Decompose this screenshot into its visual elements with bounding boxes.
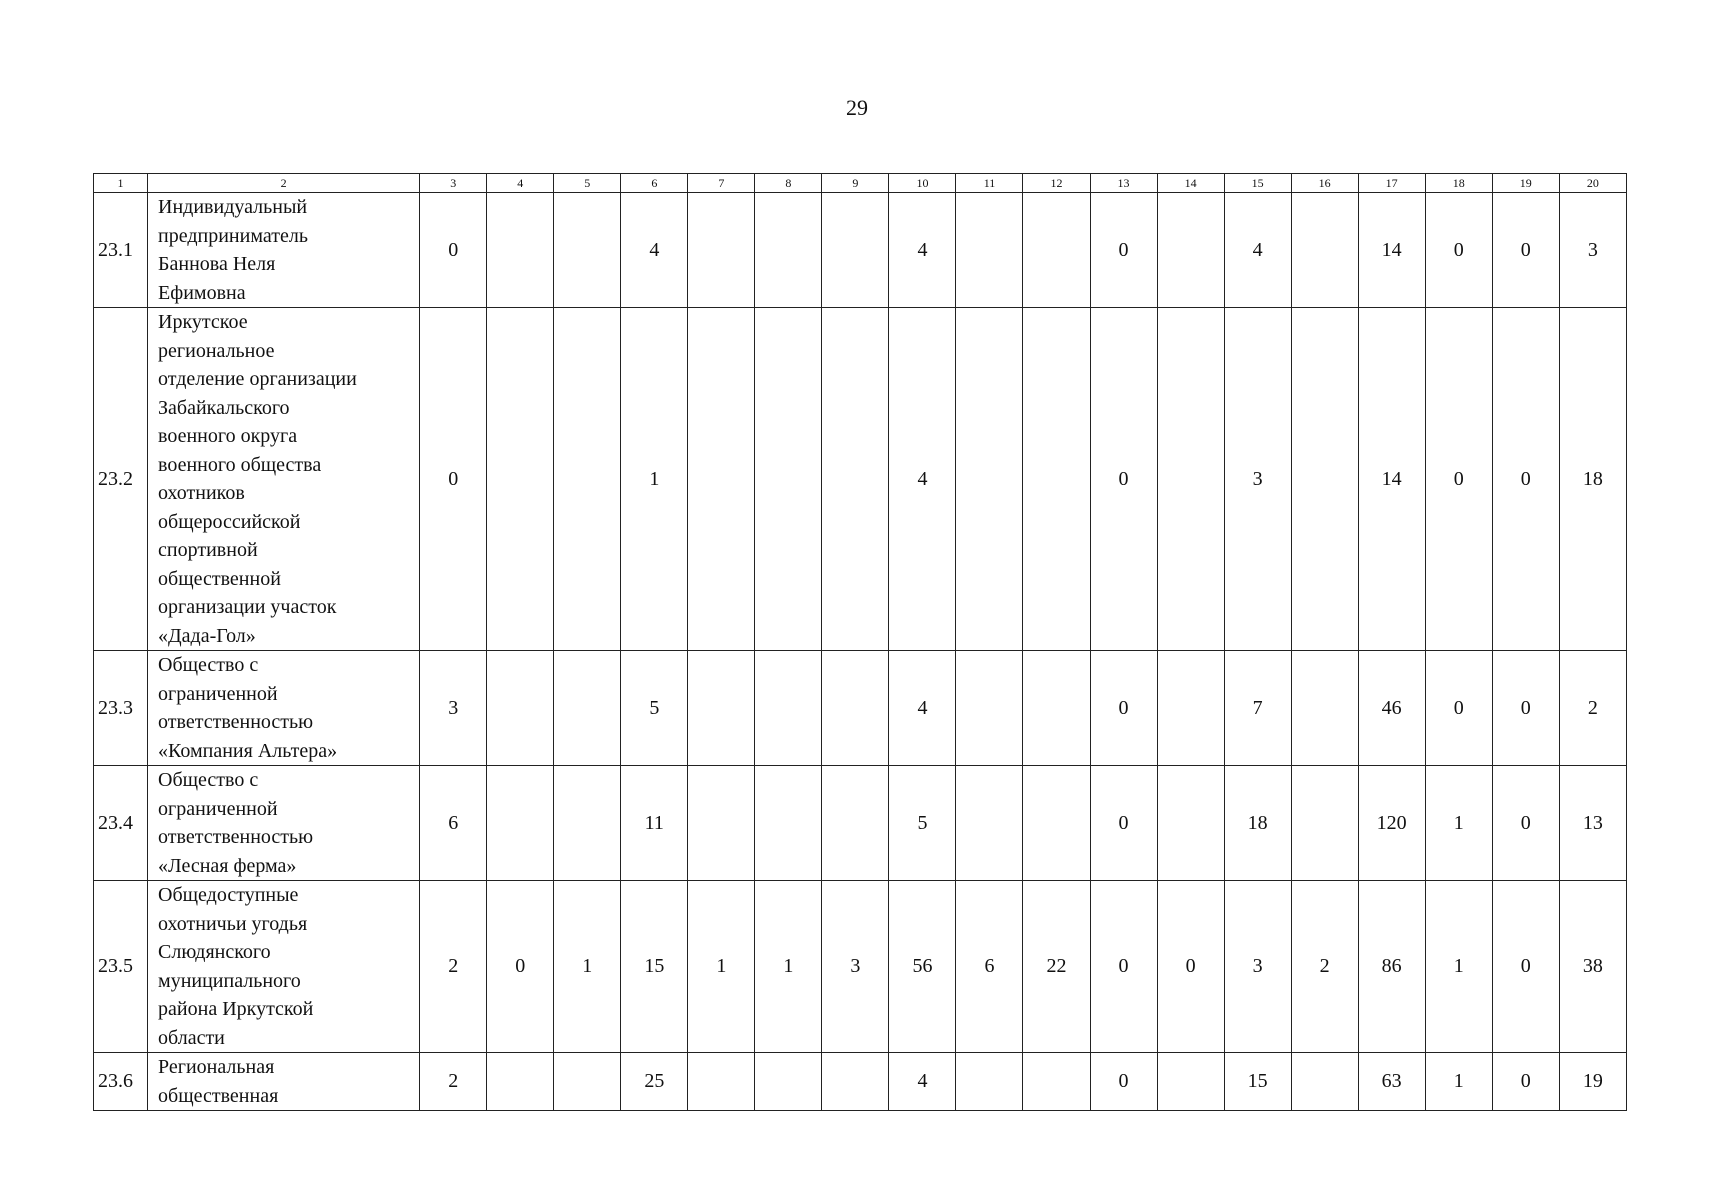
value-cell: 1: [755, 881, 822, 1053]
value-cell: 3: [1224, 308, 1291, 651]
value-cell: [755, 766, 822, 881]
value-cell: [822, 193, 889, 308]
value-cell: 46: [1358, 651, 1425, 766]
row-number: 23.2: [94, 308, 148, 651]
organization-name: Общество с ограниченной ответственностью «Компания Альтера»: [148, 651, 420, 766]
column-number: 7: [688, 174, 755, 193]
value-cell: [487, 1053, 554, 1111]
value-cell: [956, 193, 1023, 308]
value-cell: 1: [1425, 881, 1492, 1053]
value-cell: [1023, 766, 1090, 881]
value-cell: [1157, 766, 1224, 881]
organization-name: Региональная общественная: [148, 1053, 420, 1111]
value-cell: 4: [889, 651, 956, 766]
value-cell: 4: [889, 1053, 956, 1111]
column-number: 20: [1559, 174, 1626, 193]
column-number: 16: [1291, 174, 1358, 193]
value-cell: 1: [688, 881, 755, 1053]
value-cell: 18: [1224, 766, 1291, 881]
column-number: 14: [1157, 174, 1224, 193]
value-cell: 6: [956, 881, 1023, 1053]
value-cell: 4: [1224, 193, 1291, 308]
column-number: 4: [487, 174, 554, 193]
column-number: 6: [621, 174, 688, 193]
value-cell: [1023, 308, 1090, 651]
table-row: [94, 1053, 1627, 1111]
value-cell: [688, 766, 755, 881]
value-cell: 7: [1224, 651, 1291, 766]
value-cell: [755, 193, 822, 308]
table-row: [94, 651, 1627, 766]
value-cell: 63: [1358, 1053, 1425, 1111]
value-cell: [1291, 193, 1358, 308]
column-number: 3: [420, 174, 487, 193]
value-cell: [822, 1053, 889, 1111]
value-cell: [1291, 651, 1358, 766]
value-cell: 86: [1358, 881, 1425, 1053]
value-cell: 15: [621, 881, 688, 1053]
value-cell: [956, 651, 1023, 766]
value-cell: 14: [1358, 193, 1425, 308]
value-cell: 1: [1425, 1053, 1492, 1111]
table-row: [94, 193, 1627, 308]
column-number: 11: [956, 174, 1023, 193]
column-number: 8: [755, 174, 822, 193]
value-cell: [487, 308, 554, 651]
column-number: 19: [1492, 174, 1559, 193]
value-cell: [487, 766, 554, 881]
value-cell: 0: [420, 308, 487, 651]
value-cell: 3: [822, 881, 889, 1053]
table-row: [94, 308, 1627, 651]
column-number: 1: [94, 174, 148, 193]
value-cell: 0: [1492, 1053, 1559, 1111]
value-cell: 56: [889, 881, 956, 1053]
value-cell: 18: [1559, 308, 1626, 651]
column-number: 17: [1358, 174, 1425, 193]
value-cell: [822, 651, 889, 766]
value-cell: [1023, 193, 1090, 308]
column-number: 13: [1090, 174, 1157, 193]
value-cell: [554, 308, 621, 651]
value-cell: 19: [1559, 1053, 1626, 1111]
value-cell: 0: [420, 193, 487, 308]
table-row: [94, 881, 1627, 1053]
value-cell: [1291, 1053, 1358, 1111]
value-cell: 5: [889, 766, 956, 881]
value-cell: 3: [420, 651, 487, 766]
value-cell: [554, 651, 621, 766]
value-cell: 1: [554, 881, 621, 1053]
value-cell: 0: [1492, 308, 1559, 651]
value-cell: 0: [1425, 651, 1492, 766]
value-cell: 0: [1090, 308, 1157, 651]
value-cell: 0: [1492, 193, 1559, 308]
value-cell: 0: [1492, 651, 1559, 766]
page-number: 29: [846, 95, 868, 120]
value-cell: 120: [1358, 766, 1425, 881]
value-cell: [1157, 308, 1224, 651]
value-cell: [1157, 193, 1224, 308]
value-cell: [487, 651, 554, 766]
value-cell: 0: [487, 881, 554, 1053]
column-number: 12: [1023, 174, 1090, 193]
value-cell: 1: [621, 308, 688, 651]
value-cell: 0: [1492, 766, 1559, 881]
value-cell: 11: [621, 766, 688, 881]
organization-name: Индивидуальный предприниматель Баннова Неля Ефимовна: [148, 193, 420, 308]
value-cell: 6: [420, 766, 487, 881]
value-cell: 14: [1358, 308, 1425, 651]
value-cell: [688, 651, 755, 766]
value-cell: 1: [1425, 766, 1492, 881]
value-cell: [956, 1053, 1023, 1111]
value-cell: [487, 193, 554, 308]
row-number: 23.5: [94, 881, 148, 1053]
value-cell: 3: [1224, 881, 1291, 1053]
value-cell: 2: [420, 1053, 487, 1111]
value-cell: [822, 766, 889, 881]
column-number: 18: [1425, 174, 1492, 193]
value-cell: [755, 308, 822, 651]
value-cell: [554, 193, 621, 308]
value-cell: 5: [621, 651, 688, 766]
value-cell: [1291, 308, 1358, 651]
column-number: 15: [1224, 174, 1291, 193]
organization-name: Общество с ограниченной ответственностью «Лесная ферма»: [148, 766, 420, 881]
row-number: 23.4: [94, 766, 148, 881]
value-cell: 0: [1090, 1053, 1157, 1111]
column-number: 5: [554, 174, 621, 193]
row-number: 23.3: [94, 651, 148, 766]
value-cell: 4: [621, 193, 688, 308]
organization-name: Иркутское региональное отделение организации Забайкальского военного округа военного общества охотников общероссийской спортивной общественной организации участок «Дада-Гол»: [148, 308, 420, 651]
value-cell: [1023, 1053, 1090, 1111]
value-cell: 2: [1291, 881, 1358, 1053]
value-cell: [1157, 651, 1224, 766]
value-cell: [554, 1053, 621, 1111]
column-number: 9: [822, 174, 889, 193]
value-cell: [1291, 766, 1358, 881]
value-cell: 2: [420, 881, 487, 1053]
value-cell: [755, 1053, 822, 1111]
value-cell: [822, 308, 889, 651]
value-cell: [688, 308, 755, 651]
value-cell: [688, 193, 755, 308]
value-cell: [554, 766, 621, 881]
value-cell: 2: [1559, 651, 1626, 766]
value-cell: 0: [1090, 881, 1157, 1053]
value-cell: [1157, 1053, 1224, 1111]
column-number: 2: [148, 174, 420, 193]
value-cell: 3: [1559, 193, 1626, 308]
column-number-row: [94, 174, 1627, 193]
value-cell: 4: [889, 193, 956, 308]
value-cell: 0: [1157, 881, 1224, 1053]
value-cell: 0: [1425, 308, 1492, 651]
value-cell: 38: [1559, 881, 1626, 1053]
value-cell: [688, 1053, 755, 1111]
value-cell: [755, 651, 822, 766]
value-cell: 0: [1090, 193, 1157, 308]
value-cell: 4: [889, 308, 956, 651]
value-cell: [956, 308, 1023, 651]
value-cell: 0: [1090, 651, 1157, 766]
data-table: [93, 173, 1627, 1111]
organization-name: Общедоступные охотничьи угодья Слюдянского муниципального района Иркутской области: [148, 881, 420, 1053]
row-number: 23.1: [94, 193, 148, 308]
value-cell: 25: [621, 1053, 688, 1111]
value-cell: [1023, 651, 1090, 766]
value-cell: 13: [1559, 766, 1626, 881]
value-cell: 0: [1425, 193, 1492, 308]
value-cell: 15: [1224, 1053, 1291, 1111]
value-cell: [956, 766, 1023, 881]
value-cell: 0: [1090, 766, 1157, 881]
table-row: [94, 766, 1627, 881]
column-number: 10: [889, 174, 956, 193]
value-cell: 22: [1023, 881, 1090, 1053]
value-cell: 0: [1492, 881, 1559, 1053]
row-number: 23.6: [94, 1053, 148, 1111]
